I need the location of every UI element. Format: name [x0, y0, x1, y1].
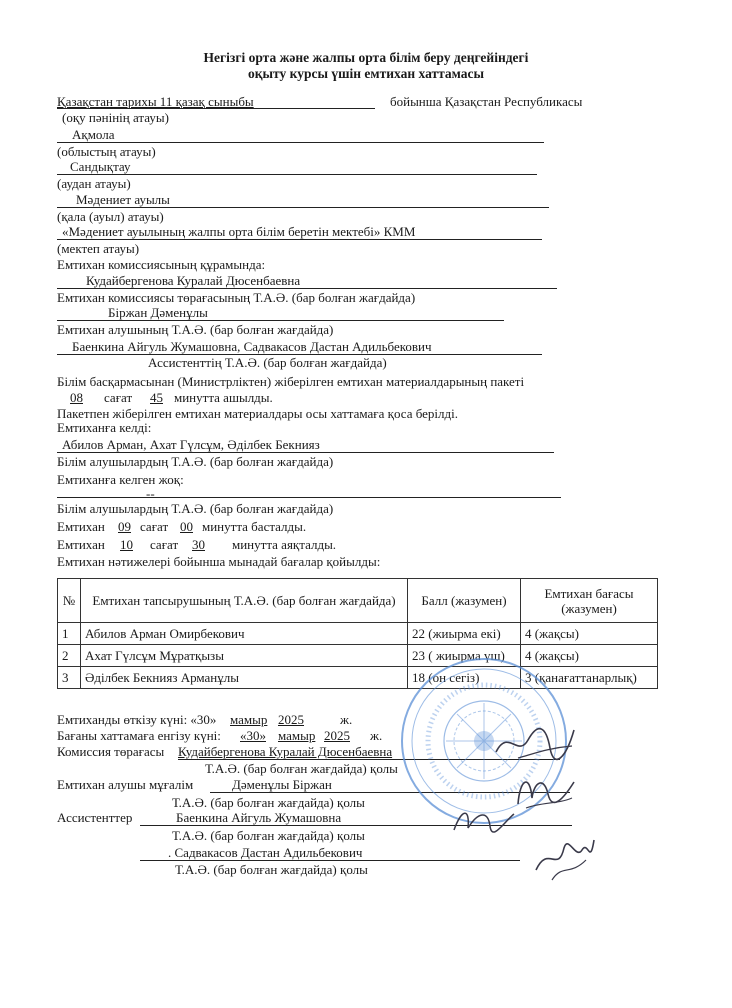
commission-assistants-caption: Ассистенттің Т.А.Ә. (бар болған жағдайда): [148, 355, 387, 370]
package-minute: 45: [150, 390, 163, 405]
row1-name: Абилов Арман Омирбекович: [81, 623, 408, 645]
record-date-month: мамыр: [278, 728, 316, 743]
absent-underline: [57, 497, 561, 498]
package-text2: Пакетпен жіберілген емтихан материалдары осы хаттамаға қоса берілді.: [57, 406, 459, 421]
timing-end-hour-label: сағат: [150, 537, 179, 552]
examiner-sig-caption: Т.А.Ә. (бар болған жағдайда) қолы: [172, 795, 365, 810]
exam-date-prefix: Емтиханды өткізу күні: «30»: [57, 712, 217, 727]
school-value: «Мәдениет ауылының жалпы орта білім беретін мектебі» КММ: [62, 224, 416, 239]
row2-grade: 4 (жақсы): [521, 645, 658, 667]
chair-name: Кудайбергенова Куралай Дюсенбаевна: [178, 744, 393, 759]
commission-heading: Емтихан комиссиясының құрамында:: [57, 257, 266, 272]
district-caption: (аудан атауы): [57, 176, 131, 191]
row3-grade: 3 (қанағаттанарлық): [521, 667, 658, 689]
commission-examiner-caption: Емтихан алушының Т.А.Ә. (бар болған жағдайда): [57, 322, 334, 337]
table-row: [58, 623, 658, 645]
subject-value: Қазақстан тарихы 11 қазақ сыныбы: [57, 94, 254, 109]
school-underline: [57, 239, 542, 240]
attended-heading: Емтиханға келді:: [57, 420, 152, 435]
record-date-year: 2025: [324, 728, 350, 743]
commission-examiner-underline: [57, 320, 504, 321]
timing-end-suffix: минутта аяқталды.: [232, 537, 337, 552]
timing-end-minute: 30: [192, 537, 205, 552]
commission-examiner-value: Біржан Дәменұлы: [108, 305, 208, 320]
assistant2-signature-icon: [528, 830, 598, 886]
assistant2-sig-caption: Т.А.Ә. (бар болған жағдайда) қолы: [175, 862, 368, 877]
row2-score: 23 ( жиырма үш): [408, 645, 521, 667]
assistant2-name: . Садвакасов Дастан Адильбекович: [168, 845, 363, 860]
examiner-signature-icon: [508, 768, 578, 812]
header-number: №: [58, 579, 81, 623]
absent-caption: Білім алушылардың Т.А.Ә. (бар болған жағдайда): [57, 501, 334, 516]
assistants-prefix: Ассистенттер: [57, 810, 133, 825]
timing-start-hour: 09: [118, 519, 131, 534]
package-hour: 08: [70, 390, 83, 405]
examiner-name: Дәменұлы Біржан: [232, 777, 332, 792]
timing-start-suffix: минутта басталды.: [202, 519, 307, 534]
assistant2-underline: [140, 860, 520, 861]
results-heading: Емтихан нәтижелері бойынша мынадай бағалар қойылды:: [57, 554, 381, 569]
chair-sig-caption: Т.А.Ә. (бар болған жағдайда) қолы: [205, 761, 398, 776]
examiner-prefix: Емтихан алушы мұғалім: [57, 777, 194, 792]
attended-underline: [57, 452, 554, 453]
row3-name: Әділбек Бекнияз Арманұлы: [81, 667, 408, 689]
exam-date-month: мамыр: [230, 712, 268, 727]
package-text1: Білім басқармасынан (Министрліктен) жіберілген емтихан материалдарының пакеті: [57, 374, 525, 389]
attended-value: Абилов Арман, Ахат Гүлсұм, Әділбек Бекнияз: [62, 437, 320, 452]
document-title-line2: оқыту курсы үшін емтихан хаттамасы: [247, 66, 485, 81]
record-date-suffix: ж.: [370, 728, 383, 743]
document-title-line1: Негізгі орта және жалпы орта білім беру деңгейіндегі: [203, 50, 529, 65]
subject-caption: (оқу пәнінің атауы): [62, 110, 169, 125]
timing-end-hour: 10: [120, 537, 133, 552]
timing-start-hour-label: сағат: [140, 519, 169, 534]
village-value: Мәдениет ауылы: [76, 192, 170, 207]
district-underline: [57, 174, 537, 175]
assistant1-signature-icon: [448, 800, 518, 840]
row1-grade: 4 (жақсы): [521, 623, 658, 645]
assistant1-name: Баенкина Айгуль Жумашовна: [176, 810, 342, 825]
village-caption: (қала (ауыл) атауы): [57, 209, 164, 224]
region-value: Ақмола: [72, 127, 115, 142]
school-caption: (мектеп атауы): [57, 241, 140, 256]
timing-end-prefix: Емтихан: [57, 537, 105, 552]
timing-start-minute: 00: [180, 519, 193, 534]
assistant1-sig-caption: Т.А.Ә. (бар болған жағдайда) қолы: [172, 828, 365, 843]
header-score: Балл (жазумен): [408, 579, 521, 623]
subject-suffix: бойынша Қазақстан Республикасы: [390, 94, 583, 109]
subject-underline: [57, 108, 375, 109]
commission-assistants-value: Баенкина Айгуль Жумашовна, Садвакасов Дастан Адильбекович: [72, 339, 432, 354]
row1-number: 1: [58, 623, 81, 645]
region-underline: [57, 142, 544, 143]
timing-start-prefix: Емтихан: [57, 519, 105, 534]
commission-chair-value: Кудайбергенова Куралай Дюсенбаевна: [86, 273, 301, 288]
chair-prefix: Комиссия төрағасы: [57, 744, 165, 759]
district-value: Сандықтау: [70, 159, 131, 174]
absent-value: --: [146, 486, 155, 501]
commission-chair-caption: Емтихан комиссиясы төрағасының Т.А.Ә. (бар болған жағдайда): [57, 290, 416, 305]
chair-signature-icon: [488, 718, 578, 768]
row2-name: Ахат Гүлсұм Мұратқызы: [81, 645, 408, 667]
row1-score: 22 (жиырма екі): [408, 623, 521, 645]
exam-date-suffix: ж.: [340, 712, 353, 727]
absent-heading: Емтиханға келген жоқ:: [57, 472, 184, 487]
record-date-prefix: Бағаны хаттамаға енгізу күні:: [57, 728, 221, 743]
row3-score: 18 (он сегіз): [408, 667, 521, 689]
attended-caption: Білім алушылардың Т.А.Ә. (бар болған жағдайда): [57, 454, 334, 469]
header-name: Емтихан тапсырушының Т.А.Ә. (бар болған жағдайда): [81, 579, 408, 623]
results-table-header-row: [58, 579, 658, 623]
package-minute-label: минутта ашылды.: [174, 390, 273, 405]
header-grade: Емтихан бағасы (жазумен): [521, 579, 658, 623]
commission-chair-underline: [57, 288, 557, 289]
package-hour-label: сағат: [104, 390, 133, 405]
row2-number: 2: [58, 645, 81, 667]
village-underline: [57, 207, 549, 208]
record-date-day: «30»: [240, 728, 266, 743]
row3-number: 3: [58, 667, 81, 689]
exam-date-year: 2025: [278, 712, 304, 727]
region-caption: (облыстың атауы): [57, 144, 156, 159]
